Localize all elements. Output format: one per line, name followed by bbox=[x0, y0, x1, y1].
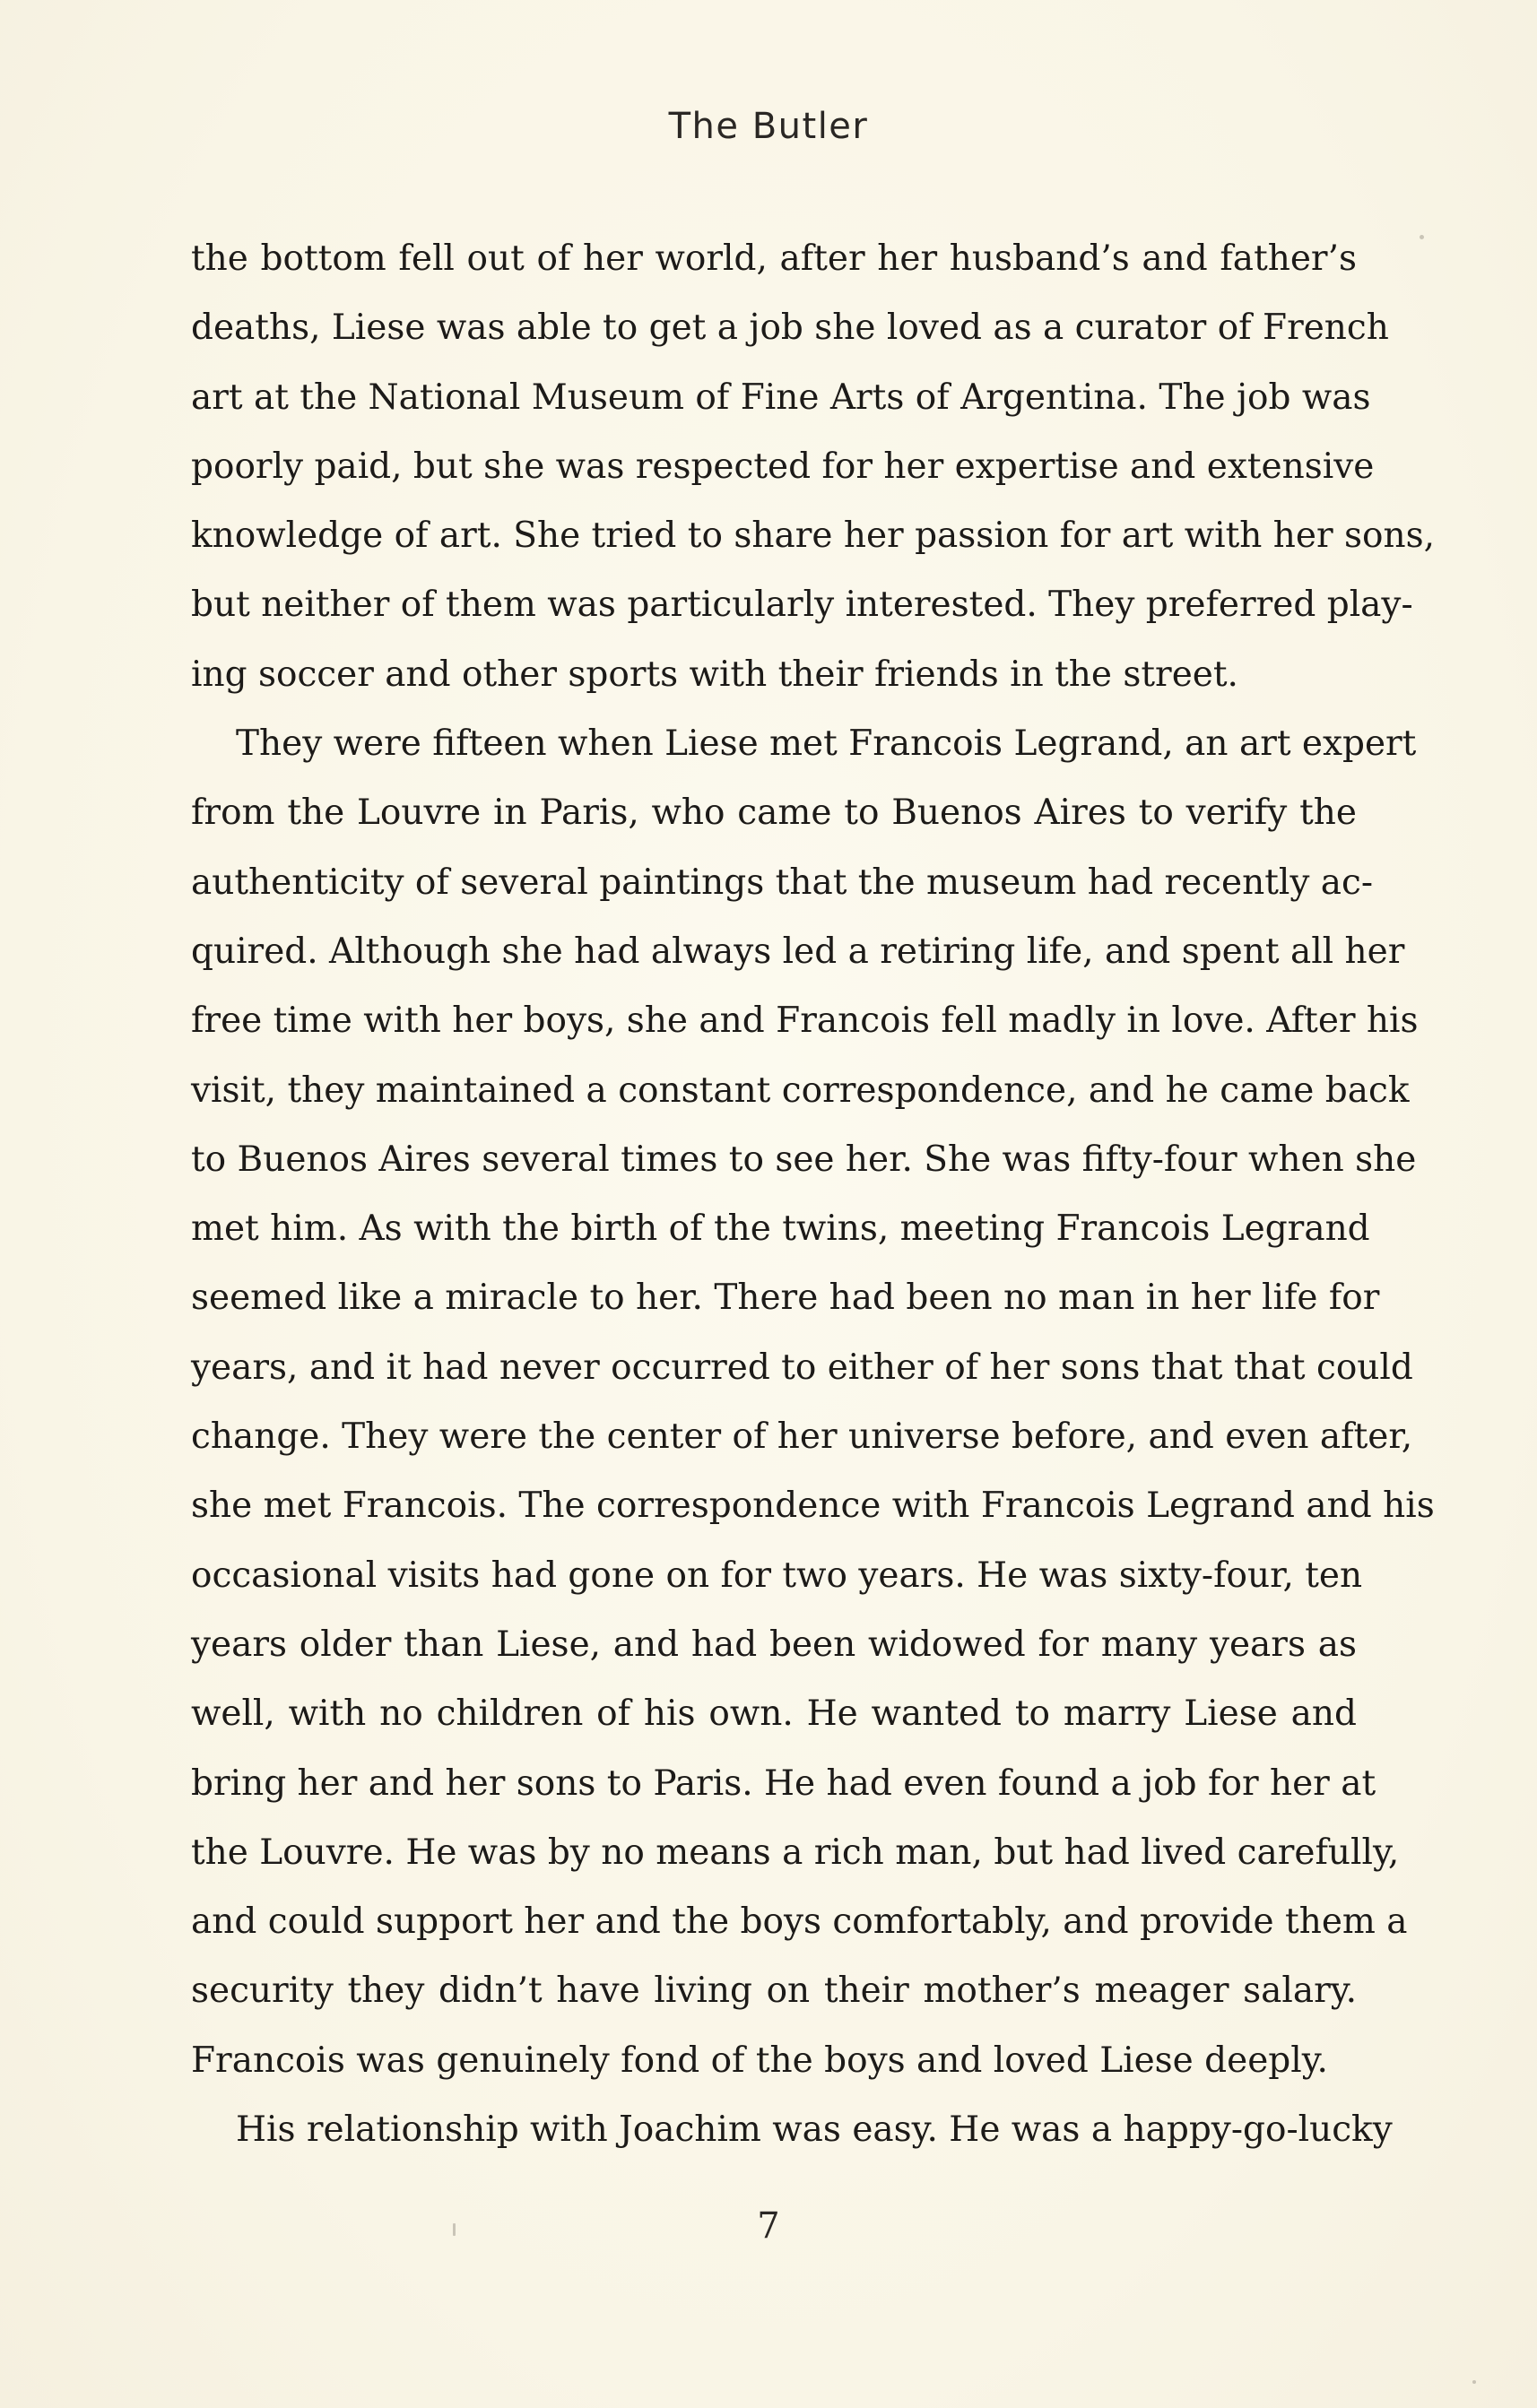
text-line: authenticity of several paintings that the museum had recently ac- bbox=[191, 862, 1374, 903]
text-line: quired. Although she had always led a retiring life, and spent all her bbox=[191, 931, 1405, 972]
text-line: knowledge of art. She tried to share her passion for art with her sons, bbox=[191, 515, 1436, 557]
text-line: the Louvre. He was by no means a rich man, but had lived carefully, bbox=[191, 1832, 1400, 1873]
text-line: Francois was genuinely fond of the boys and loved Liese deeply. bbox=[191, 2040, 1328, 2081]
text-line: seemed like a miracle to her. There had been no man in her life for bbox=[191, 1278, 1380, 1319]
text-line: years older than Liese, and had been widowed for many years as bbox=[191, 1624, 1357, 1665]
text-line: well, with no children of his own. He wanted to marry Liese and bbox=[191, 1693, 1357, 1735]
paper-speck bbox=[1420, 235, 1424, 239]
page-number: 7 bbox=[757, 2205, 780, 2247]
body-text bbox=[191, 224, 1436, 2164]
text-line: change. They were the center of her universe before, and even after, bbox=[191, 1416, 1413, 1458]
paragraph bbox=[191, 709, 1435, 2095]
text-line: free time with her boys, she and Francois fell madly in love. After his bbox=[191, 1000, 1419, 1042]
text-line: met him. As with the birth of the twins, meeting Francois Legrand bbox=[191, 1208, 1370, 1250]
text-line: years, and it had never occurred to either of her sons that that could bbox=[191, 1347, 1413, 1388]
text-line: ing soccer and other sports with their friends in the street. bbox=[191, 654, 1238, 695]
text-line: They were fifteen when Liese met Francois Legrand, an art expert bbox=[236, 723, 1417, 765]
text-line: His relationship with Joachim was easy. He was a happy-go-lucky bbox=[236, 2109, 1393, 2151]
text-line: security they didn’t have living on their mother’s meager salary. bbox=[191, 1971, 1357, 2012]
text-line: to Buenos Aires several times to see her. She was fifty-four when she bbox=[191, 1139, 1417, 1180]
text-line: but neither of them was particularly interested. They preferred play- bbox=[191, 585, 1413, 626]
text-line: visit, they maintained a constant correspondence, and he came back bbox=[191, 1070, 1410, 1111]
text-line: and could support her and the boys comfortably, and provide them a bbox=[191, 1901, 1408, 1943]
text-line: bring her and her sons to Paris. He had even found a job for her at bbox=[191, 1763, 1376, 1804]
text-line: she met Francois. The correspondence with Francois Legrand and his bbox=[191, 1486, 1435, 1527]
paragraph bbox=[191, 2095, 1393, 2164]
running-head: The Butler bbox=[668, 106, 869, 147]
text-line: occasional visits had gone on for two years. He was sixty-four, ten bbox=[191, 1555, 1363, 1596]
text-line: deaths, Liese was able to get a job she loved as a curator of French bbox=[191, 307, 1389, 349]
text-line: from the Louvre in Paris, who came to Buenos Aires to verify the bbox=[191, 793, 1357, 834]
text-line: art at the National Museum of Fine Arts of Argentina. The job was bbox=[191, 377, 1371, 418]
text-line: the bottom fell out of her world, after her husband’s and father’s bbox=[191, 238, 1357, 279]
text-line: poorly paid, but she was respected for her expertise and extensive bbox=[191, 446, 1375, 487]
paragraph bbox=[191, 224, 1436, 709]
paper-speck bbox=[1472, 2380, 1476, 2384]
